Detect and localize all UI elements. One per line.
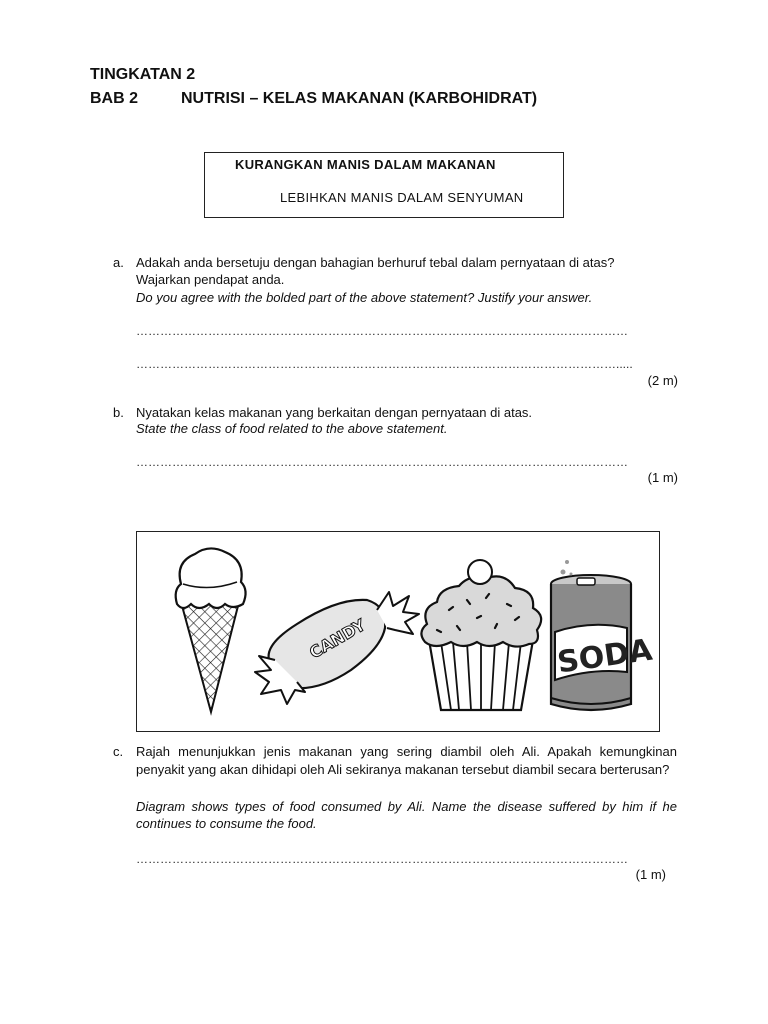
cupcake-icon bbox=[421, 560, 541, 710]
question-c-letter: c. bbox=[113, 744, 124, 759]
answer-line-a-1[interactable]: …………………………………………………………………………………………………………… bbox=[136, 324, 628, 338]
question-a-marks: (2 m) bbox=[647, 373, 678, 388]
answer-line-a-2[interactable]: …………………………………………………………………………………………………………..... bbox=[136, 357, 633, 371]
question-c-malay: Rajah menunjukkan jenis makanan yang sering diambil oleh Ali. Apakah kemungkinan penyakit yang akan dihidapi oleh Ali sekiranya makanan tersebut diambil secara berterusan? bbox=[136, 744, 677, 777]
question-b-english: State the class of food related to the above statement. bbox=[136, 421, 448, 436]
question-b-letter: b. bbox=[113, 405, 124, 420]
chapter-number: BAB 2 bbox=[90, 90, 139, 107]
soda-can-icon bbox=[551, 560, 655, 710]
food-illustration bbox=[137, 532, 659, 731]
question-a-letter: a. bbox=[113, 255, 124, 270]
candy-label: CANDY bbox=[306, 615, 369, 663]
answer-line-c[interactable]: …………………………………………………………………………………………………………… bbox=[136, 852, 628, 866]
statement-box bbox=[204, 152, 564, 218]
question-b-malay: Nyatakan kelas makanan yang berkaitan dengan pernyataan di atas. bbox=[136, 405, 533, 420]
question-a-english: Do you agree with the bolded part of the above statement? Justify your answer. bbox=[136, 290, 593, 305]
grade-heading: TINGKATAN 2 bbox=[90, 66, 196, 83]
statement-line-normal: LEBIHKAN MANIS DALAM SENYUMAN bbox=[280, 190, 524, 205]
question-b-marks: (1 m) bbox=[647, 470, 678, 485]
ice-cream-icon bbox=[176, 548, 246, 712]
question-a-malay: Adakah anda bersetuju dengan bahagian berhuruf tebal dalam pernyataan di atas? Wajarkan pendapat anda. bbox=[136, 255, 615, 287]
soda-label: SODA bbox=[555, 632, 655, 681]
food-diagram bbox=[136, 531, 660, 732]
chapter-title: NUTRISI – KELAS MAKANAN (KARBOHIDRAT) bbox=[181, 90, 538, 107]
statement-line-bold: KURANGKAN MANIS DALAM MAKANAN bbox=[235, 157, 496, 172]
candy-icon bbox=[255, 592, 419, 704]
question-c-marks: (1 m) bbox=[635, 867, 666, 882]
question-c-english: Diagram shows types of food consumed by Ali. Name the disease suffered by him if he continues to consume the food. bbox=[136, 799, 677, 831]
answer-line-b[interactable]: …………………………………………………………………………………………………………… bbox=[136, 455, 628, 469]
